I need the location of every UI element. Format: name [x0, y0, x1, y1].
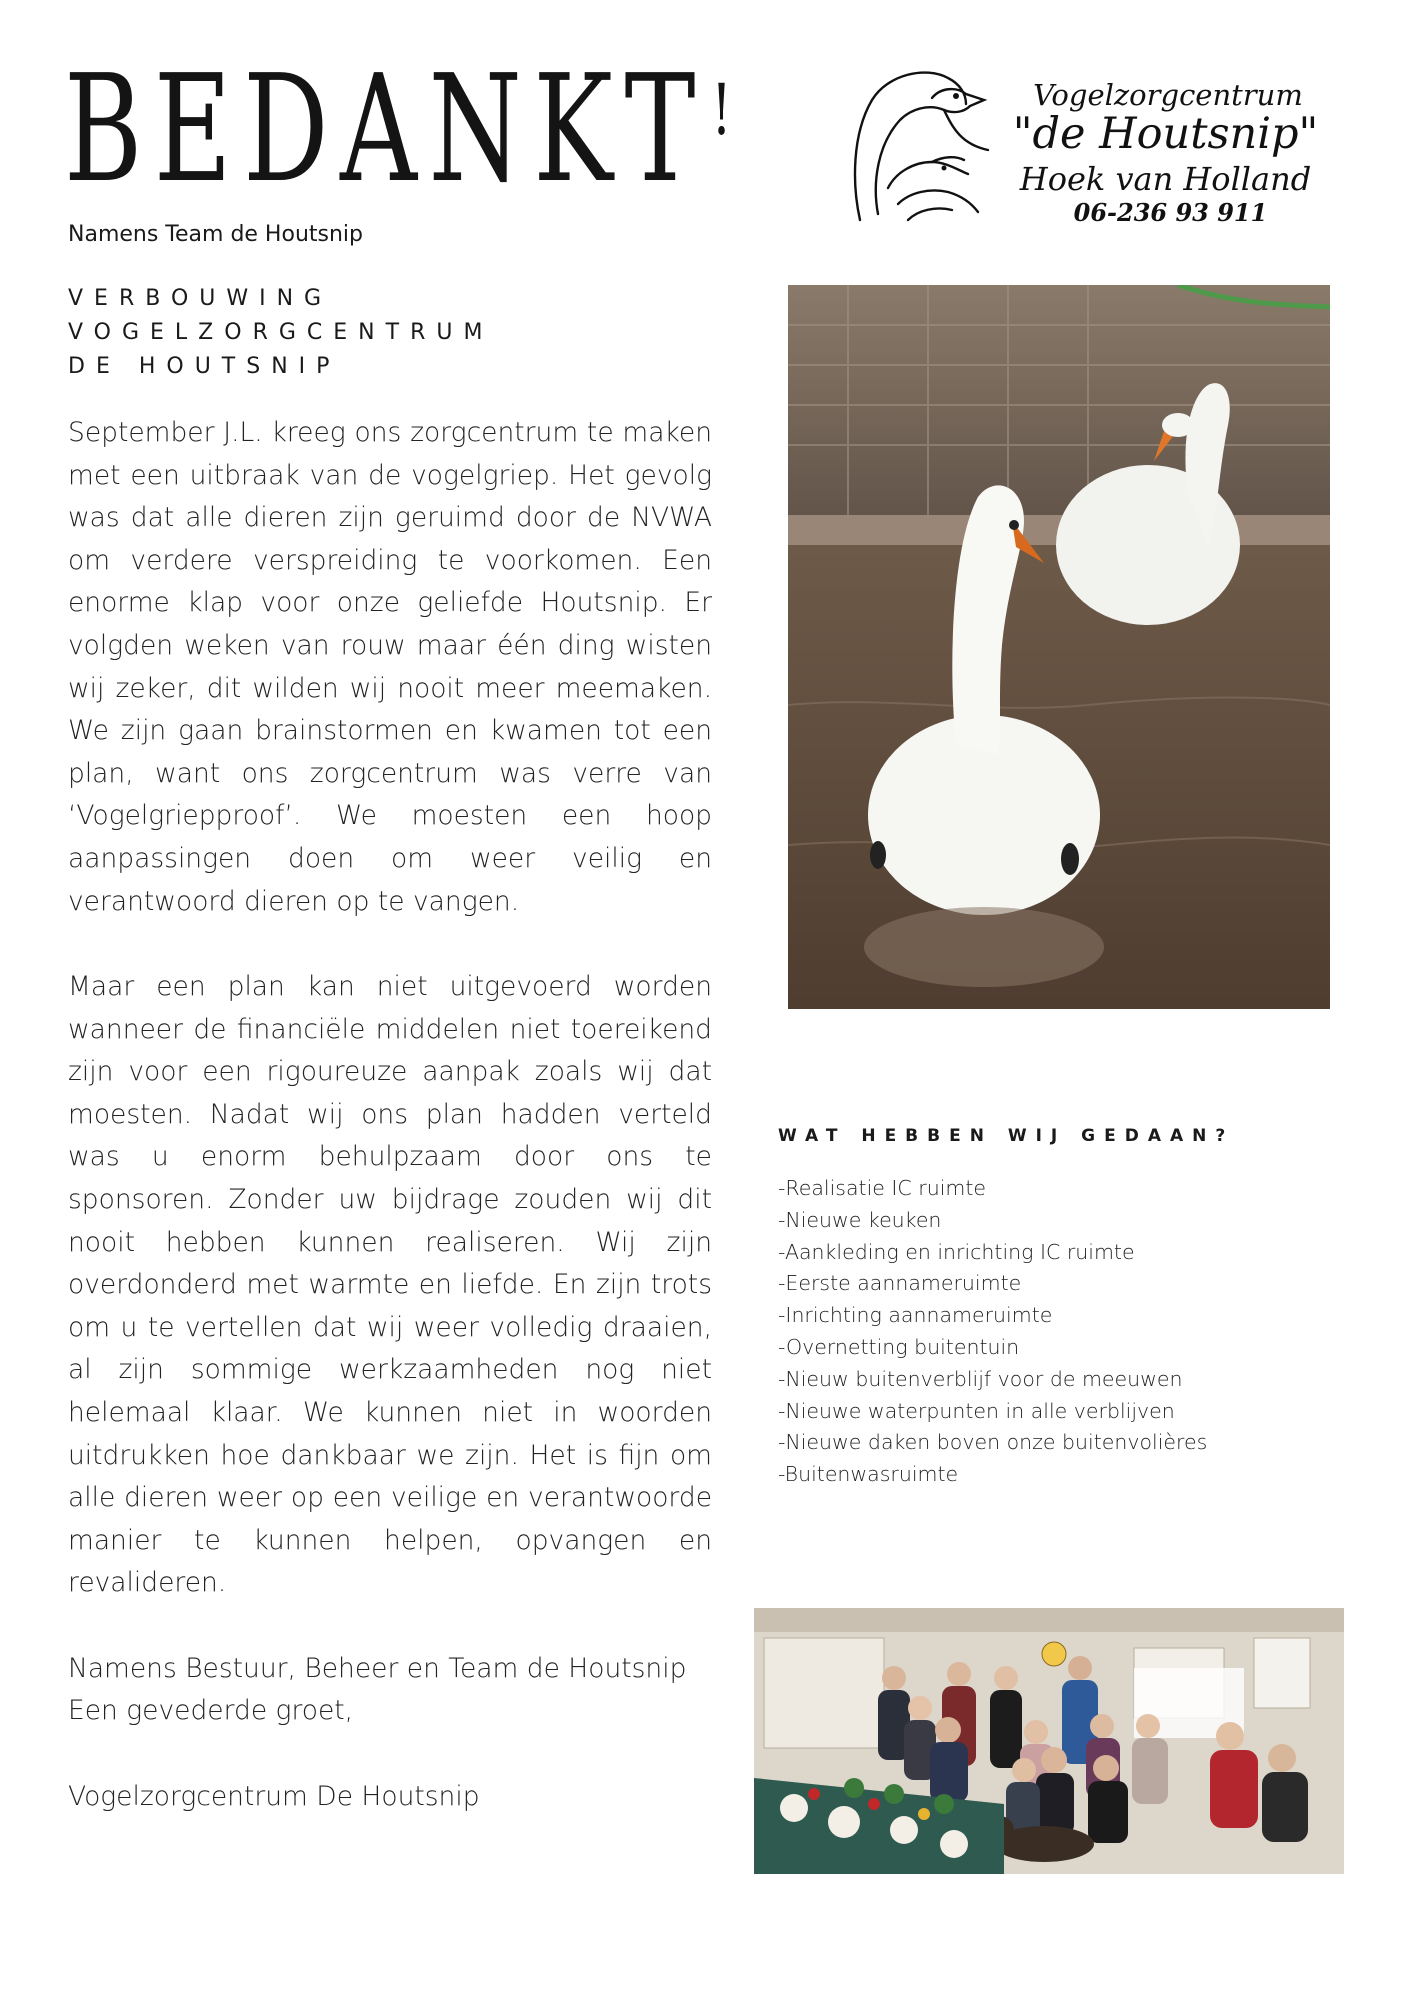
- swan-and-birds-line-art-icon: [848, 64, 1008, 224]
- list-item: -Nieuwe keuken: [778, 1207, 942, 1232]
- closing-line-2: Een gevederde groet,: [68, 1695, 354, 1726]
- list-item: -Nieuwe daken boven onze buitenvolières: [778, 1430, 1208, 1455]
- closing-signature: Vogelzorgcentrum De Houtsnip: [68, 1781, 480, 1812]
- list-item: -Realisatie IC ruimte: [778, 1176, 987, 1200]
- section-heading: [68, 282, 493, 384]
- heading-line-2: VOGELZORGCENTRUM: [68, 320, 494, 345]
- list-item: -Overnetting buitentuin: [778, 1334, 1020, 1359]
- team-photo: [754, 1608, 1344, 1874]
- body-paragraph-2: Maar een plan kan niet uitgevoerd worden wanneer de financiële middelen niet toereikend zijn voor een rigoureuze aanpak zoals wij dat moesten. Nadat wij ons plan hadden verteld was u enorm behulpzaam door ons te sponsoren. Zonder uw bijdrage zouden wij dit nooit hebben kunnen realiseren. Wij zijn overdonderd met warmte en liefde. En zijn trots om u te vertellen dat wij weer volledig draaien, al zijn sommige werkzaamheden nog niet helemaal klaar. We kunnen niet in woorden uitdrukken hoe dankbaar we zijn. Het is fijn om alle dieren weer op een veilige en verantwoorde manier te kunnen helpen, opvangen en revalideren.: [68, 971, 712, 1599]
- list-item: -Nieuwe waterpunten in alle verblijven: [778, 1398, 1175, 1423]
- logo-phone: 06-236 93 911: [1073, 198, 1268, 227]
- title-exclamation: !: [711, 69, 732, 151]
- heading-line-3: DE HOUTSNIP: [68, 354, 341, 379]
- work-list: [778, 1173, 1207, 1491]
- work-list-title: WAT HEBBEN WIJ GEDAAN?: [778, 1126, 1235, 1146]
- list-item: -Inrichting aannameruimte: [778, 1303, 1053, 1328]
- list-item: -Aankleding en inrichting IC ruimte: [778, 1239, 1135, 1264]
- subtitle: Namens Team de Houtsnip: [68, 222, 363, 247]
- logo-organization-type: Vogelzorgcentrum: [1033, 78, 1303, 112]
- closing-line-1: Namens Bestuur, Beheer en Team de Houtsnip: [68, 1653, 687, 1684]
- title-text: BEDANKT: [64, 43, 708, 215]
- organization-logo: [848, 64, 1328, 234]
- page-title: [64, 40, 732, 215]
- list-item: -Nieuw buitenverblijf voor de meeuwen: [778, 1366, 1183, 1391]
- list-item: -Buitenwasruimte: [778, 1462, 959, 1487]
- logo-organization-name: "de Houtsnip": [1012, 109, 1319, 159]
- list-item: -Eerste aannameruimte: [778, 1271, 1022, 1296]
- body-paragraph-1: September J.L. kreeg ons zorgcentrum te maken met een uitbraak van de vogelgriep. Het gevolg was dat alle dieren zijn geruimd door de NVWA om verdere verspreiding te voorkomen. Een enorme klap voor onze geliefde Houtsnip. Er volgden weken van rouw maar één ding wisten wij zeker, dit wilden wij nooit meer meemaken. We zijn gaan brainstormen en kwamen tot een plan, want ons zorgcentrum was verre van ‘Vogelgriepproof’. We moesten een hoop aanpassingen doen om weer veilig en verantwoord dieren op te vangen.: [68, 417, 712, 917]
- swan-photo: [788, 285, 1330, 1009]
- heading-line-1: VERBOUWING: [68, 286, 333, 311]
- logo-location: Hoek van Holland: [1019, 160, 1312, 198]
